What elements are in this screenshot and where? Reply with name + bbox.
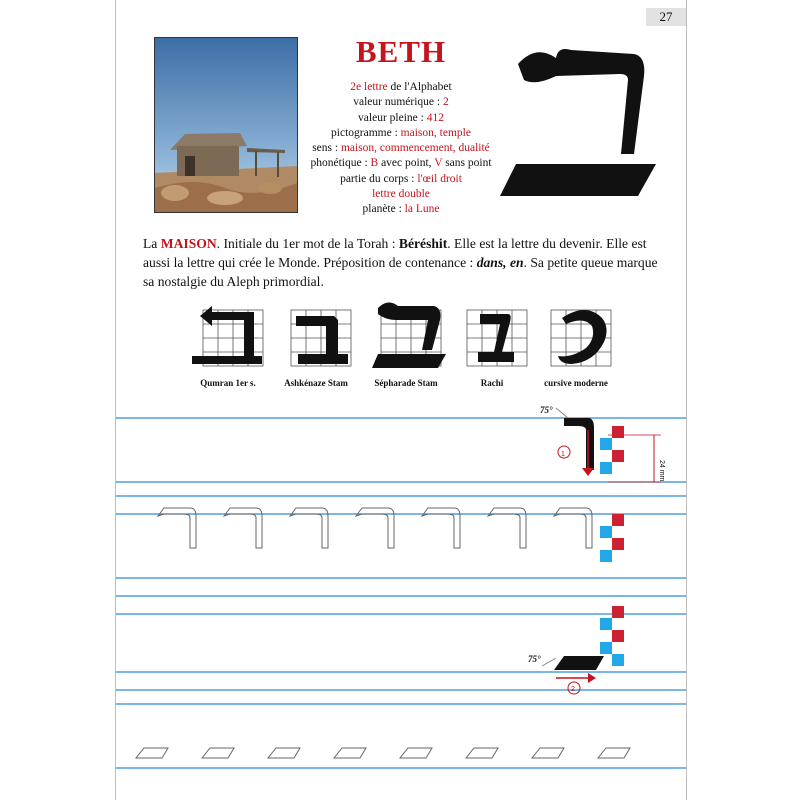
page-number: 27 bbox=[646, 8, 686, 26]
intro-maison: MAISON bbox=[160, 236, 217, 251]
info-full-value: 412 bbox=[426, 111, 444, 124]
angle-label-2: 75° bbox=[528, 654, 541, 664]
nib-squares-3 bbox=[600, 606, 624, 666]
info-phon-v: V bbox=[434, 157, 443, 170]
step-1-label: 1 bbox=[561, 451, 565, 458]
info-full-label: valeur pleine : bbox=[358, 111, 427, 124]
info-sens-label: sens : bbox=[312, 142, 341, 155]
beth-letter-large bbox=[496, 36, 676, 216]
info-picto-value: maison, temple bbox=[400, 126, 471, 139]
info-phon-b: B bbox=[370, 157, 379, 170]
intro-text-2: . Initiale du 1er mot de la Torah : bbox=[216, 236, 399, 251]
script-variants bbox=[116, 298, 686, 398]
intro-text-1: La bbox=[143, 236, 161, 251]
info-sens-value: maison, commencement, dualité bbox=[340, 142, 490, 155]
info-phon-end: sans point bbox=[442, 157, 492, 170]
info-body-value: l'œil droit bbox=[417, 172, 462, 185]
info-double: lettre double bbox=[372, 188, 430, 201]
step-2-label: 2 bbox=[571, 686, 575, 693]
intro-text-4: . Sa petite queue marque sa nostalgie du Aleph primordial. bbox=[143, 255, 658, 289]
info-body-label: partie du corps : bbox=[340, 172, 418, 185]
script-caption: Qumran 1er s. bbox=[200, 378, 256, 388]
intro-paragraph bbox=[143, 234, 663, 291]
script-caption: Rachi bbox=[480, 378, 504, 388]
script-caption: Ashkénaze Stam bbox=[284, 378, 348, 388]
script-caption: Sépharade Stam bbox=[374, 378, 438, 388]
intro-text-3: . Elle est la lettre du devenir. Elle est aussi la lettre qui crée le Monde. Préposition de contenance : bbox=[143, 236, 647, 270]
script-caption: cursive moderne bbox=[544, 378, 608, 388]
info-phon-label: phonétique : bbox=[310, 157, 371, 170]
letter-title: BETH bbox=[355, 34, 447, 69]
workbook-page bbox=[115, 0, 687, 800]
intro-bereshit: Béréshit bbox=[398, 236, 448, 251]
info-planet-label: planète : bbox=[362, 203, 405, 216]
info-picto-label: pictogramme : bbox=[331, 126, 401, 139]
house-photo bbox=[154, 37, 298, 213]
info-ordinal-rest: de l'Alphabet bbox=[387, 81, 452, 93]
script-cursive bbox=[536, 298, 636, 398]
letter-info bbox=[286, 80, 516, 218]
traced-base-strokes bbox=[136, 748, 630, 758]
intro-dans: dans, en bbox=[476, 255, 524, 270]
angle-label-1: 75° bbox=[540, 405, 553, 415]
info-num-label: valeur numérique : bbox=[353, 96, 443, 109]
info-phon-mid: avec point, bbox=[378, 157, 435, 170]
nib-squares-1 bbox=[600, 426, 624, 474]
nib-squares-2 bbox=[600, 514, 624, 562]
info-num-value: 2 bbox=[442, 96, 449, 109]
script-qumran bbox=[178, 298, 278, 398]
height-label: 24 mm bbox=[658, 460, 665, 482]
info-ordinal: 2e lettre bbox=[350, 81, 388, 93]
info-planet-value: la Lune bbox=[404, 203, 440, 216]
practice-area bbox=[116, 400, 686, 800]
